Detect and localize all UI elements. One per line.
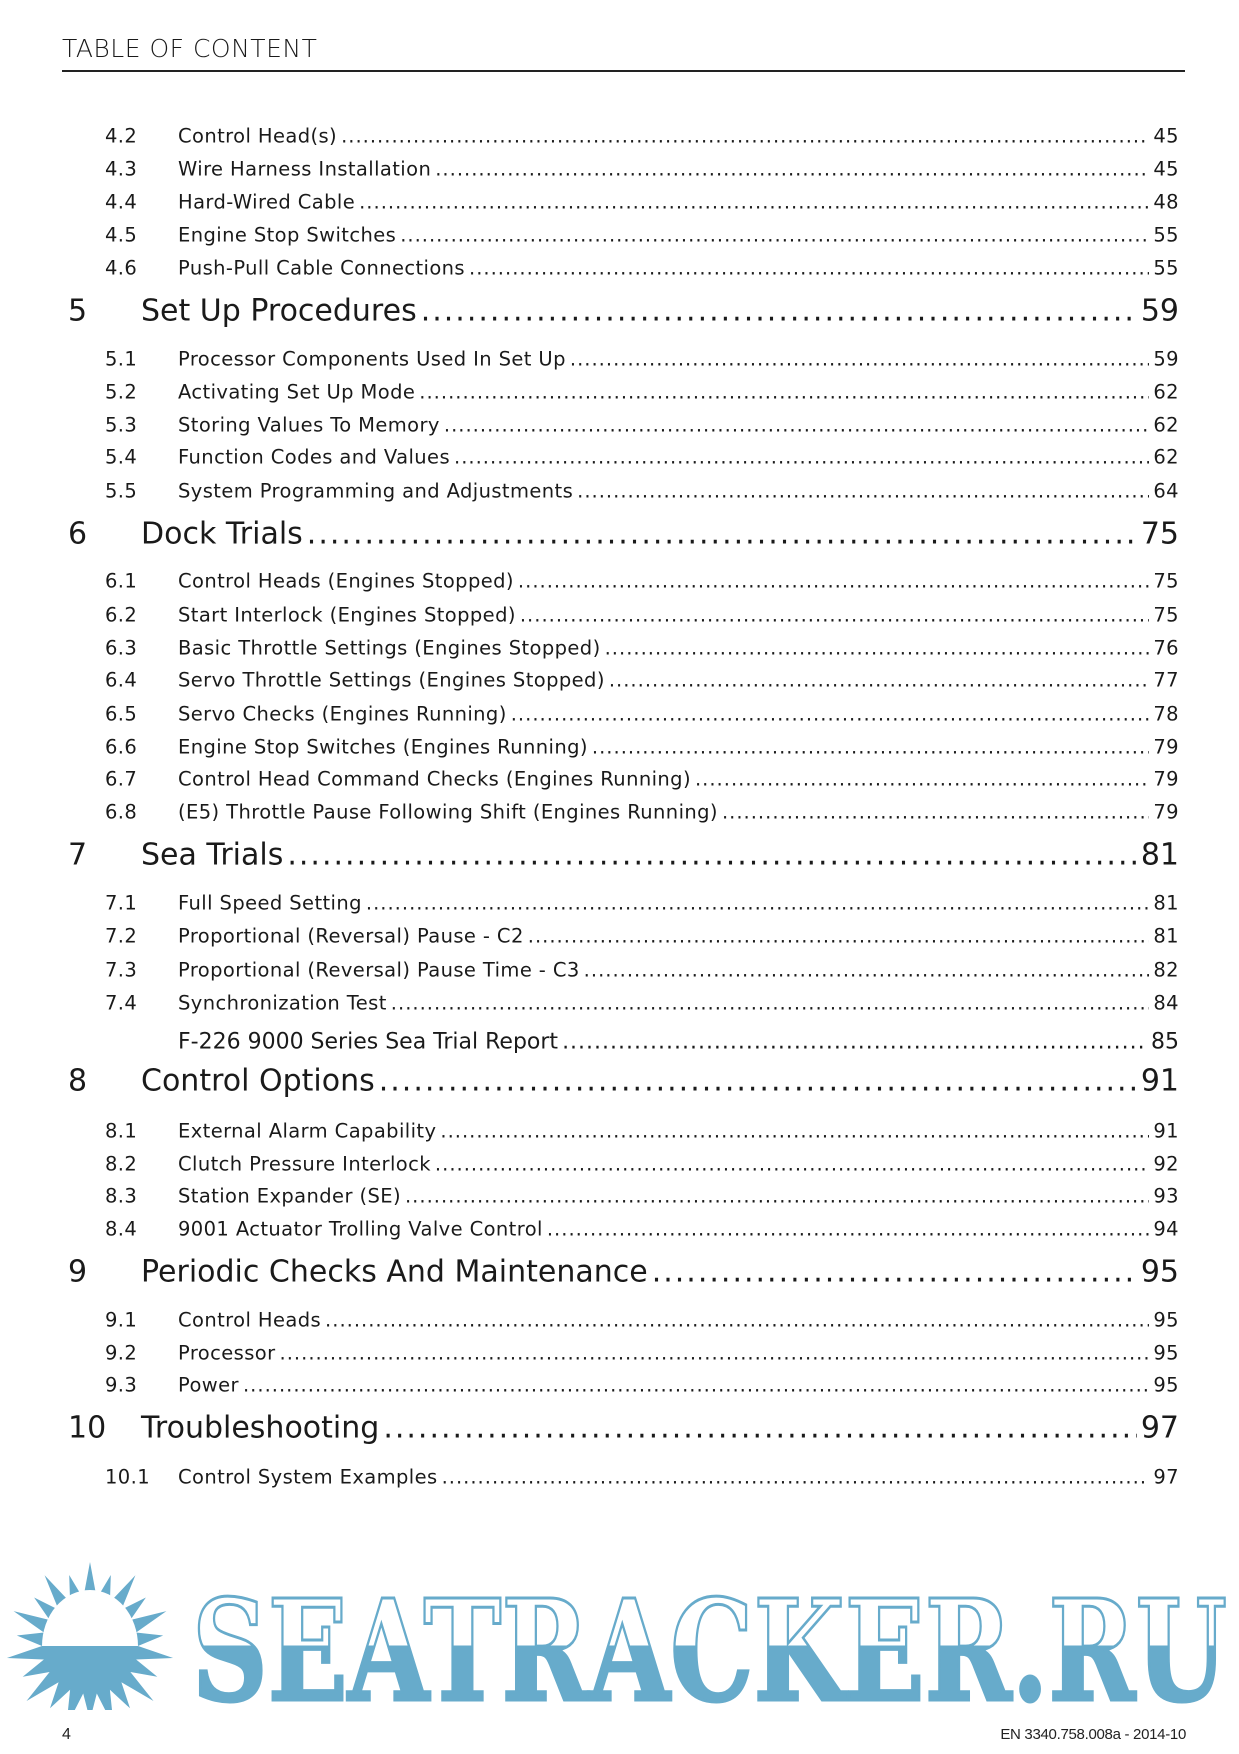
entry-page: 85	[1151, 1029, 1179, 1055]
entry-number: 8.4	[105, 1217, 138, 1241]
entry-title: Control Heads (Engines Stopped)	[178, 569, 514, 593]
toc-chapter-entry[interactable]	[68, 293, 1179, 329]
entry-number: 6.3	[105, 636, 138, 660]
entry-page: 62	[1153, 413, 1179, 437]
entry-number: 8.1	[105, 1119, 138, 1143]
dot-leader	[435, 158, 1149, 181]
entry-title: Start Interlock (Engines Stopped)	[178, 603, 516, 627]
toc-entry[interactable]	[105, 702, 1179, 726]
entry-title: Control Head Command Checks (Engines Running)	[178, 767, 691, 791]
entry-title: Proportional (Reversal) Pause Time - C3	[178, 958, 580, 982]
entry-number: 5	[68, 293, 88, 329]
entry-page: 45	[1153, 157, 1179, 181]
watermark-logo	[0, 1560, 1239, 1710]
document-id: EN 3340.758.008a - 2014-10	[1000, 1726, 1186, 1743]
toc-chapter-entry[interactable]	[68, 1254, 1179, 1290]
entry-title: Troubleshooting	[141, 1410, 380, 1446]
entry-number: 10.1	[105, 1465, 151, 1489]
entry-title: Full Speed Setting	[178, 891, 362, 915]
toc-entry[interactable]	[105, 380, 1179, 404]
entry-number: 5.5	[105, 479, 138, 503]
entry-number: 5.4	[105, 445, 138, 469]
dot-leader	[695, 768, 1149, 791]
entry-title: System Programming and Adjustments	[178, 479, 574, 503]
entry-page: 84	[1153, 991, 1179, 1015]
dot-leader	[359, 191, 1149, 214]
watermark-text: SEATRACKER.RU	[192, 1570, 1227, 1710]
toc-entry[interactable]	[105, 1465, 1179, 1489]
dot-leader	[520, 604, 1150, 627]
toc-entry[interactable]	[105, 479, 1179, 503]
dot-leader	[584, 959, 1150, 982]
entry-page: 93	[1153, 1184, 1179, 1208]
dot-leader	[577, 480, 1149, 503]
entry-title: Push-Pull Cable Connections	[178, 256, 465, 280]
dot-leader	[605, 637, 1150, 660]
entry-number: 4.3	[105, 157, 138, 181]
entry-title: External Alarm Capability	[178, 1119, 437, 1143]
dot-leader	[405, 1185, 1149, 1208]
toc-chapter-entry[interactable]	[68, 1410, 1179, 1446]
entry-title: Station Expander (SE)	[178, 1184, 401, 1208]
entry-number: 4.4	[105, 190, 138, 214]
dot-leader	[421, 294, 1137, 329]
toc-entry[interactable]	[105, 668, 1179, 692]
entry-number: 6.2	[105, 603, 138, 627]
toc-entry[interactable]	[105, 1341, 1179, 1365]
toc-entry[interactable]	[105, 1119, 1179, 1143]
dot-leader	[454, 446, 1149, 469]
dot-leader	[243, 1374, 1149, 1397]
toc-entry[interactable]	[105, 1184, 1179, 1208]
entry-number: 7	[68, 837, 88, 873]
dot-leader	[570, 348, 1150, 371]
dot-leader	[528, 925, 1150, 948]
entry-page: 95	[1153, 1341, 1179, 1365]
dot-leader	[435, 1153, 1149, 1176]
dot-leader	[592, 736, 1149, 759]
dot-leader	[547, 1218, 1150, 1241]
toc-entry[interactable]	[105, 603, 1179, 627]
page-title: TABLE OF CONTENT	[62, 34, 318, 63]
entry-page: 55	[1153, 256, 1179, 280]
dot-leader	[562, 1030, 1147, 1055]
entry-page: 91	[1140, 1063, 1179, 1099]
toc-entry[interactable]	[105, 1217, 1179, 1241]
entry-number: 6.5	[105, 702, 138, 726]
dot-leader	[366, 892, 1149, 915]
entry-title: Control Heads	[178, 1308, 322, 1332]
entry-title: Sea Trials	[141, 837, 284, 873]
entry-title: Processor	[178, 1341, 276, 1365]
entry-number: 6.1	[105, 569, 138, 593]
entry-title: Engine Stop Switches	[178, 223, 397, 247]
entry-title: F-226 9000 Series Sea Trial Report	[178, 1029, 559, 1055]
entry-title: Engine Stop Switches (Engines Running)	[178, 735, 588, 759]
entry-number: 6.7	[105, 767, 138, 791]
entry-title: Clutch Pressure Interlock	[178, 1152, 431, 1176]
entry-page: 59	[1153, 347, 1179, 371]
entry-title: (E5) Throttle Pause Following Shift (Engines Running)	[178, 800, 718, 824]
entry-page: 79	[1153, 735, 1179, 759]
dot-leader	[383, 1411, 1137, 1446]
entry-page: 79	[1153, 800, 1179, 824]
toc-chapter-entry[interactable]	[68, 837, 1179, 873]
toc-entry[interactable]	[105, 1308, 1179, 1332]
entry-number: 6	[68, 516, 88, 552]
dot-leader	[511, 703, 1150, 726]
entry-title: Synchronization Test	[178, 991, 387, 1015]
toc-entry[interactable]	[105, 347, 1179, 371]
dot-leader	[722, 801, 1149, 824]
entry-title: Proportional (Reversal) Pause - C2	[178, 924, 524, 948]
toc-entry[interactable]	[105, 891, 1179, 915]
dot-leader	[280, 1342, 1150, 1365]
entry-title: Processor Components Used In Set Up	[178, 347, 566, 371]
dot-leader	[442, 1466, 1150, 1489]
toc-entry[interactable]	[105, 256, 1179, 280]
dot-leader	[469, 257, 1149, 280]
entry-number: 5.2	[105, 380, 138, 404]
entry-title: Function Codes and Values	[178, 445, 451, 469]
entry-number: 6.4	[105, 668, 138, 692]
dot-leader	[440, 1120, 1149, 1143]
toc-entry[interactable]	[105, 223, 1179, 247]
entry-page: 75	[1140, 516, 1179, 552]
entry-number: 7.3	[105, 958, 138, 982]
entry-number: 4.6	[105, 256, 138, 280]
entry-number: 8.3	[105, 1184, 138, 1208]
entry-number: 9.2	[105, 1341, 138, 1365]
entry-page: 95	[1153, 1308, 1179, 1332]
entry-number: 9.1	[105, 1308, 138, 1332]
entry-number: 6.8	[105, 800, 138, 824]
toc-entry[interactable]	[105, 445, 1179, 469]
entry-number: 9	[68, 1254, 88, 1290]
toc-entry[interactable]	[178, 1030, 1179, 1055]
entry-number: 8.2	[105, 1152, 138, 1176]
entry-number: 4.5	[105, 223, 138, 247]
dot-leader	[307, 517, 1137, 552]
toc-entry[interactable]	[105, 924, 1179, 948]
toc-entry[interactable]	[105, 569, 1179, 593]
entry-page: 97	[1153, 1465, 1179, 1489]
entry-number: 4.2	[105, 124, 138, 148]
entry-page: 78	[1153, 702, 1179, 726]
dot-leader	[379, 1064, 1137, 1099]
entry-page: 94	[1153, 1217, 1179, 1241]
dot-leader	[609, 669, 1150, 692]
entry-title: Servo Throttle Settings (Engines Stopped)	[178, 668, 605, 692]
entry-title: Dock Trials	[141, 516, 303, 552]
entry-page: 81	[1153, 891, 1179, 915]
entry-title: Control Options	[141, 1063, 375, 1099]
toc-chapter-entry[interactable]	[68, 516, 1179, 552]
entry-number: 5.1	[105, 347, 138, 371]
entry-page: 95	[1140, 1254, 1179, 1290]
toc-entry[interactable]	[105, 413, 1179, 437]
entry-title: Wire Harness Installation	[178, 157, 432, 181]
toc-entry[interactable]	[105, 124, 1179, 148]
entry-number: 9.3	[105, 1373, 138, 1397]
entry-title: Control Head(s)	[178, 124, 338, 148]
entry-page: 92	[1153, 1152, 1179, 1176]
entry-page: 91	[1153, 1119, 1179, 1143]
entry-page: 62	[1153, 445, 1179, 469]
entry-page: 97	[1140, 1410, 1179, 1446]
entry-title: Storing Values To Memory	[178, 413, 440, 437]
entry-title: Power	[178, 1373, 239, 1397]
entry-title: Set Up Procedures	[141, 293, 417, 329]
sun-icon	[7, 1562, 173, 1710]
dot-leader	[652, 1255, 1137, 1290]
toc-entry[interactable]	[105, 735, 1179, 759]
toc-entry[interactable]	[105, 767, 1179, 791]
dot-leader	[419, 381, 1149, 404]
toc-entry[interactable]	[105, 190, 1179, 214]
entry-page: 82	[1153, 958, 1179, 982]
entry-page: 79	[1153, 767, 1179, 791]
entry-title: Basic Throttle Settings (Engines Stopped)	[178, 636, 601, 660]
entry-page: 48	[1153, 190, 1179, 214]
page-number: 4	[62, 1726, 71, 1743]
toc-entry[interactable]	[105, 991, 1179, 1015]
toc-entry[interactable]	[105, 800, 1179, 824]
entry-page: 64	[1153, 479, 1179, 503]
entry-number: 7.4	[105, 991, 138, 1015]
toc-entry[interactable]	[105, 636, 1179, 660]
toc-entry[interactable]	[105, 1152, 1179, 1176]
entry-page: 55	[1153, 223, 1179, 247]
entry-title: Hard-Wired Cable	[178, 190, 356, 214]
dot-leader	[325, 1309, 1149, 1332]
entry-page: 81	[1153, 924, 1179, 948]
entry-page: 95	[1153, 1373, 1179, 1397]
toc-chapter-entry[interactable]	[68, 1063, 1179, 1099]
entry-page: 62	[1153, 380, 1179, 404]
dot-leader	[391, 992, 1150, 1015]
dot-leader	[341, 125, 1149, 148]
toc-entry[interactable]	[105, 958, 1179, 982]
entry-title: Periodic Checks And Maintenance	[141, 1254, 648, 1290]
entry-number: 7.2	[105, 924, 138, 948]
dot-leader	[518, 570, 1149, 593]
entry-title: 9001 Actuator Trolling Valve Control	[178, 1217, 543, 1241]
entry-page: 75	[1153, 569, 1179, 593]
entry-number: 5.3	[105, 413, 138, 437]
entry-number: 10	[68, 1410, 107, 1446]
entry-page: 77	[1153, 668, 1179, 692]
entry-title: Control System Examples	[178, 1465, 438, 1489]
entry-number: 6.6	[105, 735, 138, 759]
entry-number: 7.1	[105, 891, 138, 915]
entry-page: 59	[1140, 293, 1179, 329]
entry-page: 45	[1153, 124, 1179, 148]
entry-page: 81	[1140, 837, 1179, 873]
entry-title: Activating Set Up Mode	[178, 380, 416, 404]
entry-number: 8	[68, 1063, 88, 1099]
dot-leader	[400, 224, 1149, 247]
entry-page: 76	[1153, 636, 1179, 660]
entry-page: 75	[1153, 603, 1179, 627]
header-rule	[62, 70, 1185, 72]
entry-title: Servo Checks (Engines Running)	[178, 702, 507, 726]
dot-leader	[444, 414, 1150, 437]
dot-leader	[287, 838, 1136, 873]
toc-entry[interactable]	[105, 1373, 1179, 1397]
toc-entry[interactable]	[105, 157, 1179, 181]
